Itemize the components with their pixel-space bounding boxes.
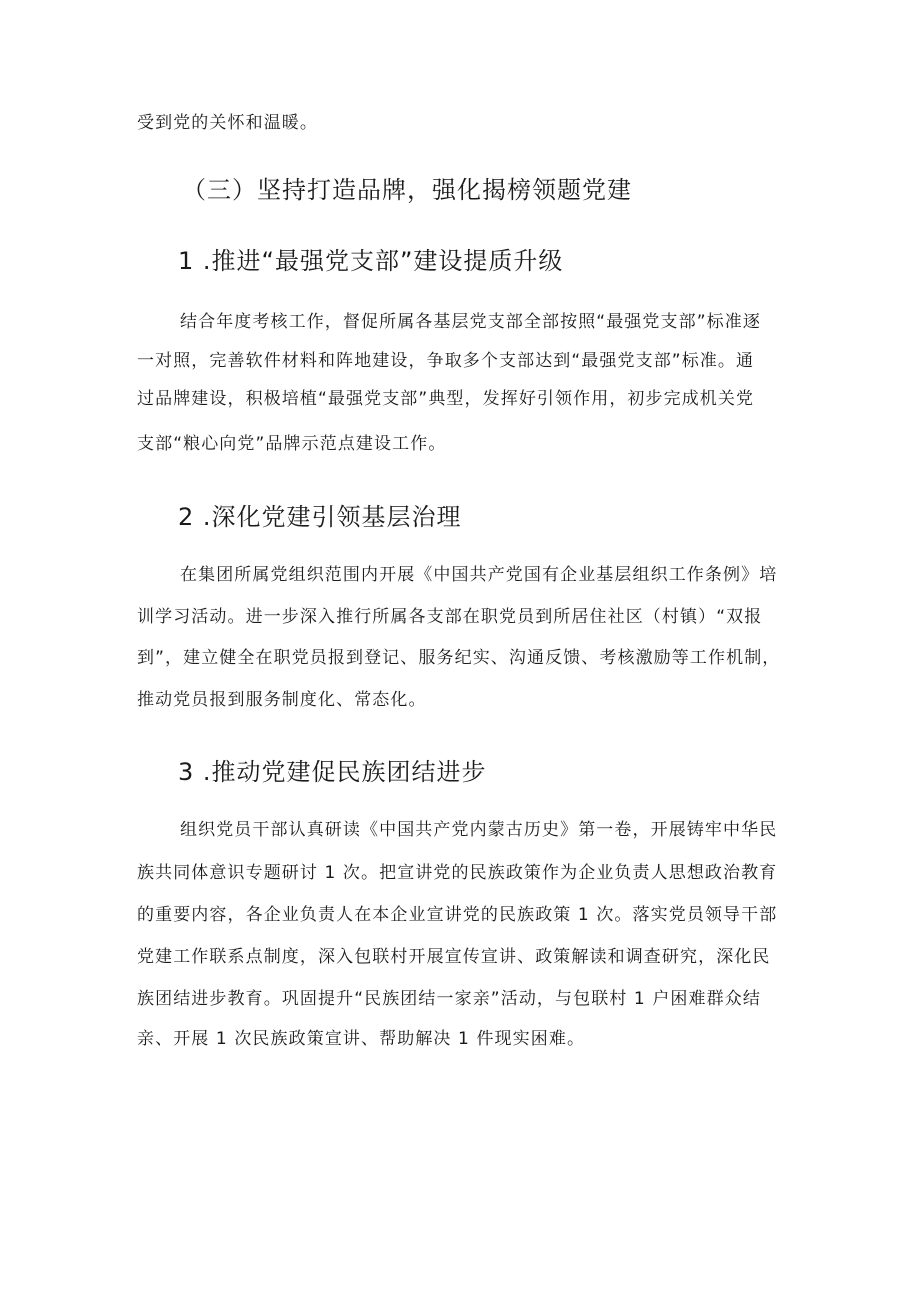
paragraph-line: 族共同体意识专题研讨 1 次。把宣讲党的民族政策作为企业负责人思想政治教育: [137, 863, 778, 883]
paragraph-line: 的重要内容，各企业负责人在本企业宣讲党的民族政策 1 次。落实党员领导干部: [137, 905, 778, 925]
paragraph-line: 结合年度考核工作，督促所属各基层党支部全部按照“最强党支部”标准逐: [180, 312, 761, 332]
paragraph-line: 推动党员报到服务制度化、常态化。: [137, 690, 427, 710]
paragraph-line: 到”，建立健全在职党员报到登记、服务纪实、沟通反馈、考核激励等工作机制，: [137, 648, 781, 668]
item-2-heading: 2 .深化党建引领基层治理: [178, 503, 462, 531]
paragraph-line: 一对照，完善软件材料和阵地建设，争取多个支部达到“最强党支部”标准。通: [137, 351, 755, 371]
paragraph-line: 亲、开展 1 次民族政策宣讲、帮助解决 1 件现实困难。: [137, 1029, 586, 1049]
item-1-heading: 1 .推进“最强党支部”建设提质升级: [178, 247, 564, 275]
paragraph-line: 在集团所属党组织范围内开展《中国共产党国有企业基层组织工作条例》培: [180, 565, 778, 585]
paragraph-line: 过品牌建设，积极培植“最强党支部”典型，发挥好引领作用，初步完成机关党: [137, 389, 755, 409]
section-title: （三）坚持打造品牌，强化揭榜领题党建: [182, 176, 632, 204]
paragraph-line: 党建工作联系点制度，深入包联村开展宣传宣讲、政策解读和调查研究，深化民: [137, 947, 771, 967]
item-3-heading: 3 .推动党建促民族团结进步: [178, 758, 487, 786]
paragraph-line: 族团结进步教育。巩固提升“民族团结一家亲”活动，与包联村 1 户困难群众结: [137, 989, 761, 1009]
paragraph-line: 受到党的关怀和温暖。: [137, 113, 318, 133]
paragraph-line: 支部“粮心向党”品牌示范点建设工作。: [137, 434, 447, 454]
paragraph-line: 训学习活动。进一步深入推行所属各支部在职党员到所居住社区（村镇）“双报: [137, 607, 763, 627]
paragraph-line: 组织党员干部认真研读《中国共产党内蒙古历史》第一卷，开展铸牢中华民: [180, 820, 778, 840]
